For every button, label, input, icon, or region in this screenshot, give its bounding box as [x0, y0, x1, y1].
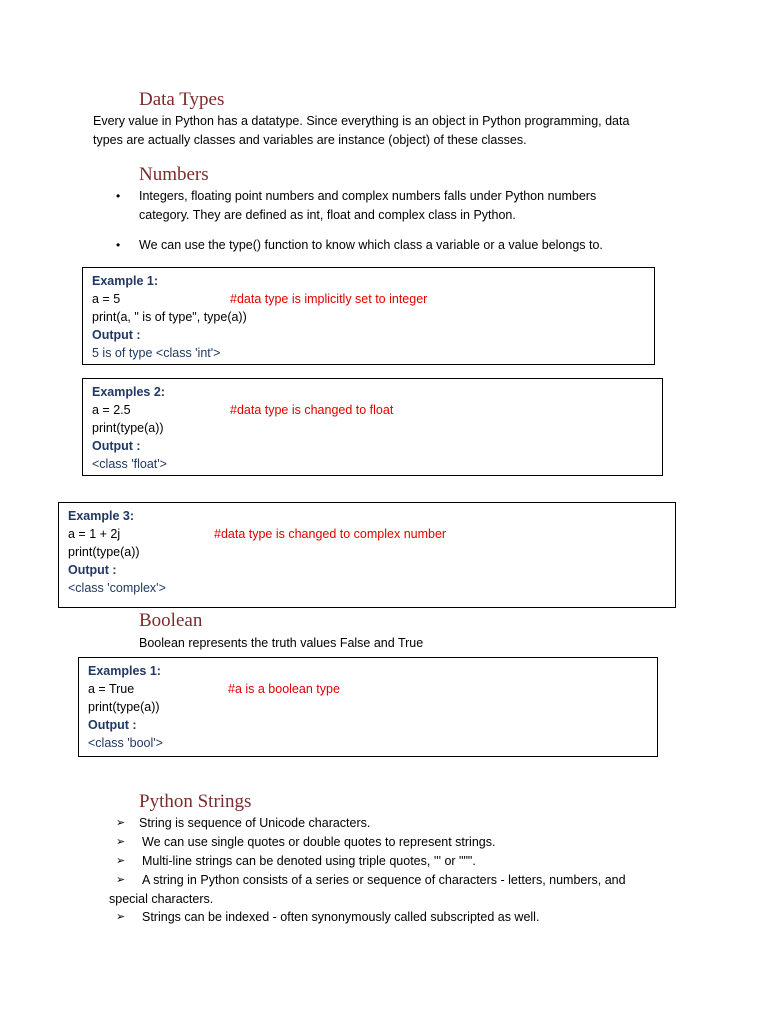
data-types-intro-line-1: Every value in Python has a datatype. Since everything is an object in Python programming, data [93, 114, 630, 128]
code-text: a = 2.5 [92, 403, 131, 417]
data-types-heading: Data Types [139, 89, 225, 110]
code-comment: #data type is implicitly set to integer [230, 292, 428, 306]
code-text: a = 1 + 2j [68, 527, 121, 541]
strings-bullet-1: String is sequence of Unicode characters. [139, 816, 371, 830]
code-comment: #a is a boolean type [228, 682, 340, 696]
boolean-example-box [78, 657, 658, 757]
output-value: <class 'complex'> [68, 581, 166, 595]
strings-bullet-2: We can use single quotes or double quotes to represent strings. [142, 835, 496, 849]
code-text: a = True [88, 682, 135, 696]
numbers-bullet-2-line-1: We can use the type() function to know which class a variable or a value belongs to. [139, 238, 603, 252]
data-types-intro-line-2: types are actually classes and variables are instance (object) of these classes. [93, 133, 527, 147]
arrow-bullet-icon: ➢ [116, 855, 126, 867]
code-comment: #data type is changed to float [230, 403, 394, 417]
code-line [68, 525, 675, 543]
code-line [92, 290, 654, 308]
print-line: print(type(a)) [88, 700, 160, 714]
boolean-heading: Boolean [139, 610, 203, 631]
bullet-dot: • [116, 238, 121, 252]
arrow-bullet-icon: ➢ [116, 874, 126, 886]
boolean-description: Boolean represents the truth values False and True [139, 636, 424, 650]
strings-bullet-5: Strings can be indexed - often synonymously called subscripted as well. [142, 910, 540, 924]
output-label: Output : [68, 563, 117, 577]
strings-bullet-4-continuation: special characters. [109, 892, 214, 906]
numbers-bullet-1-line-2: category. They are defined as int, float and complex class in Python. [139, 208, 516, 222]
example-label: Example 3: [68, 509, 135, 523]
output-label: Output : [92, 439, 141, 453]
output-value: <class 'bool'> [88, 736, 163, 750]
example-2-box [82, 378, 663, 476]
numbers-bullet-1-line-1: Integers, floating point numbers and complex numbers falls under Python numbers [139, 189, 597, 203]
code-text: a = 5 [92, 292, 121, 306]
strings-bullet-3: Multi-line strings can be denoted using triple quotes, ''' or """. [142, 854, 476, 868]
code-comment: #data type is changed to complex number [214, 527, 447, 541]
numbers-heading: Numbers [139, 164, 209, 185]
example-label: Examples 1: [88, 664, 161, 678]
output-value: <class 'float'> [92, 457, 167, 471]
arrow-bullet-icon: ➢ [116, 911, 126, 923]
example-3-box [58, 502, 676, 608]
arrow-bullet-icon: ➢ [116, 817, 126, 829]
output-value: 5 is of type <class 'int'> [92, 346, 221, 360]
print-line: print(type(a)) [68, 545, 140, 559]
output-label: Output : [92, 328, 141, 342]
code-line [88, 680, 657, 698]
strings-bullet-4: A string in Python consists of a series or sequence of characters - letters, numbers, and [142, 873, 626, 887]
output-label: Output : [88, 718, 137, 732]
example-label: Examples 2: [92, 385, 165, 399]
example-1-box [82, 267, 655, 365]
example-label: Example 1: [92, 274, 159, 288]
bullet-dot: • [116, 189, 121, 203]
print-line: print(a, " is of type", type(a)) [92, 310, 247, 324]
code-line [92, 401, 662, 419]
print-line: print(type(a)) [92, 421, 164, 435]
strings-heading: Python Strings [139, 791, 252, 812]
arrow-bullet-icon: ➢ [116, 836, 126, 848]
